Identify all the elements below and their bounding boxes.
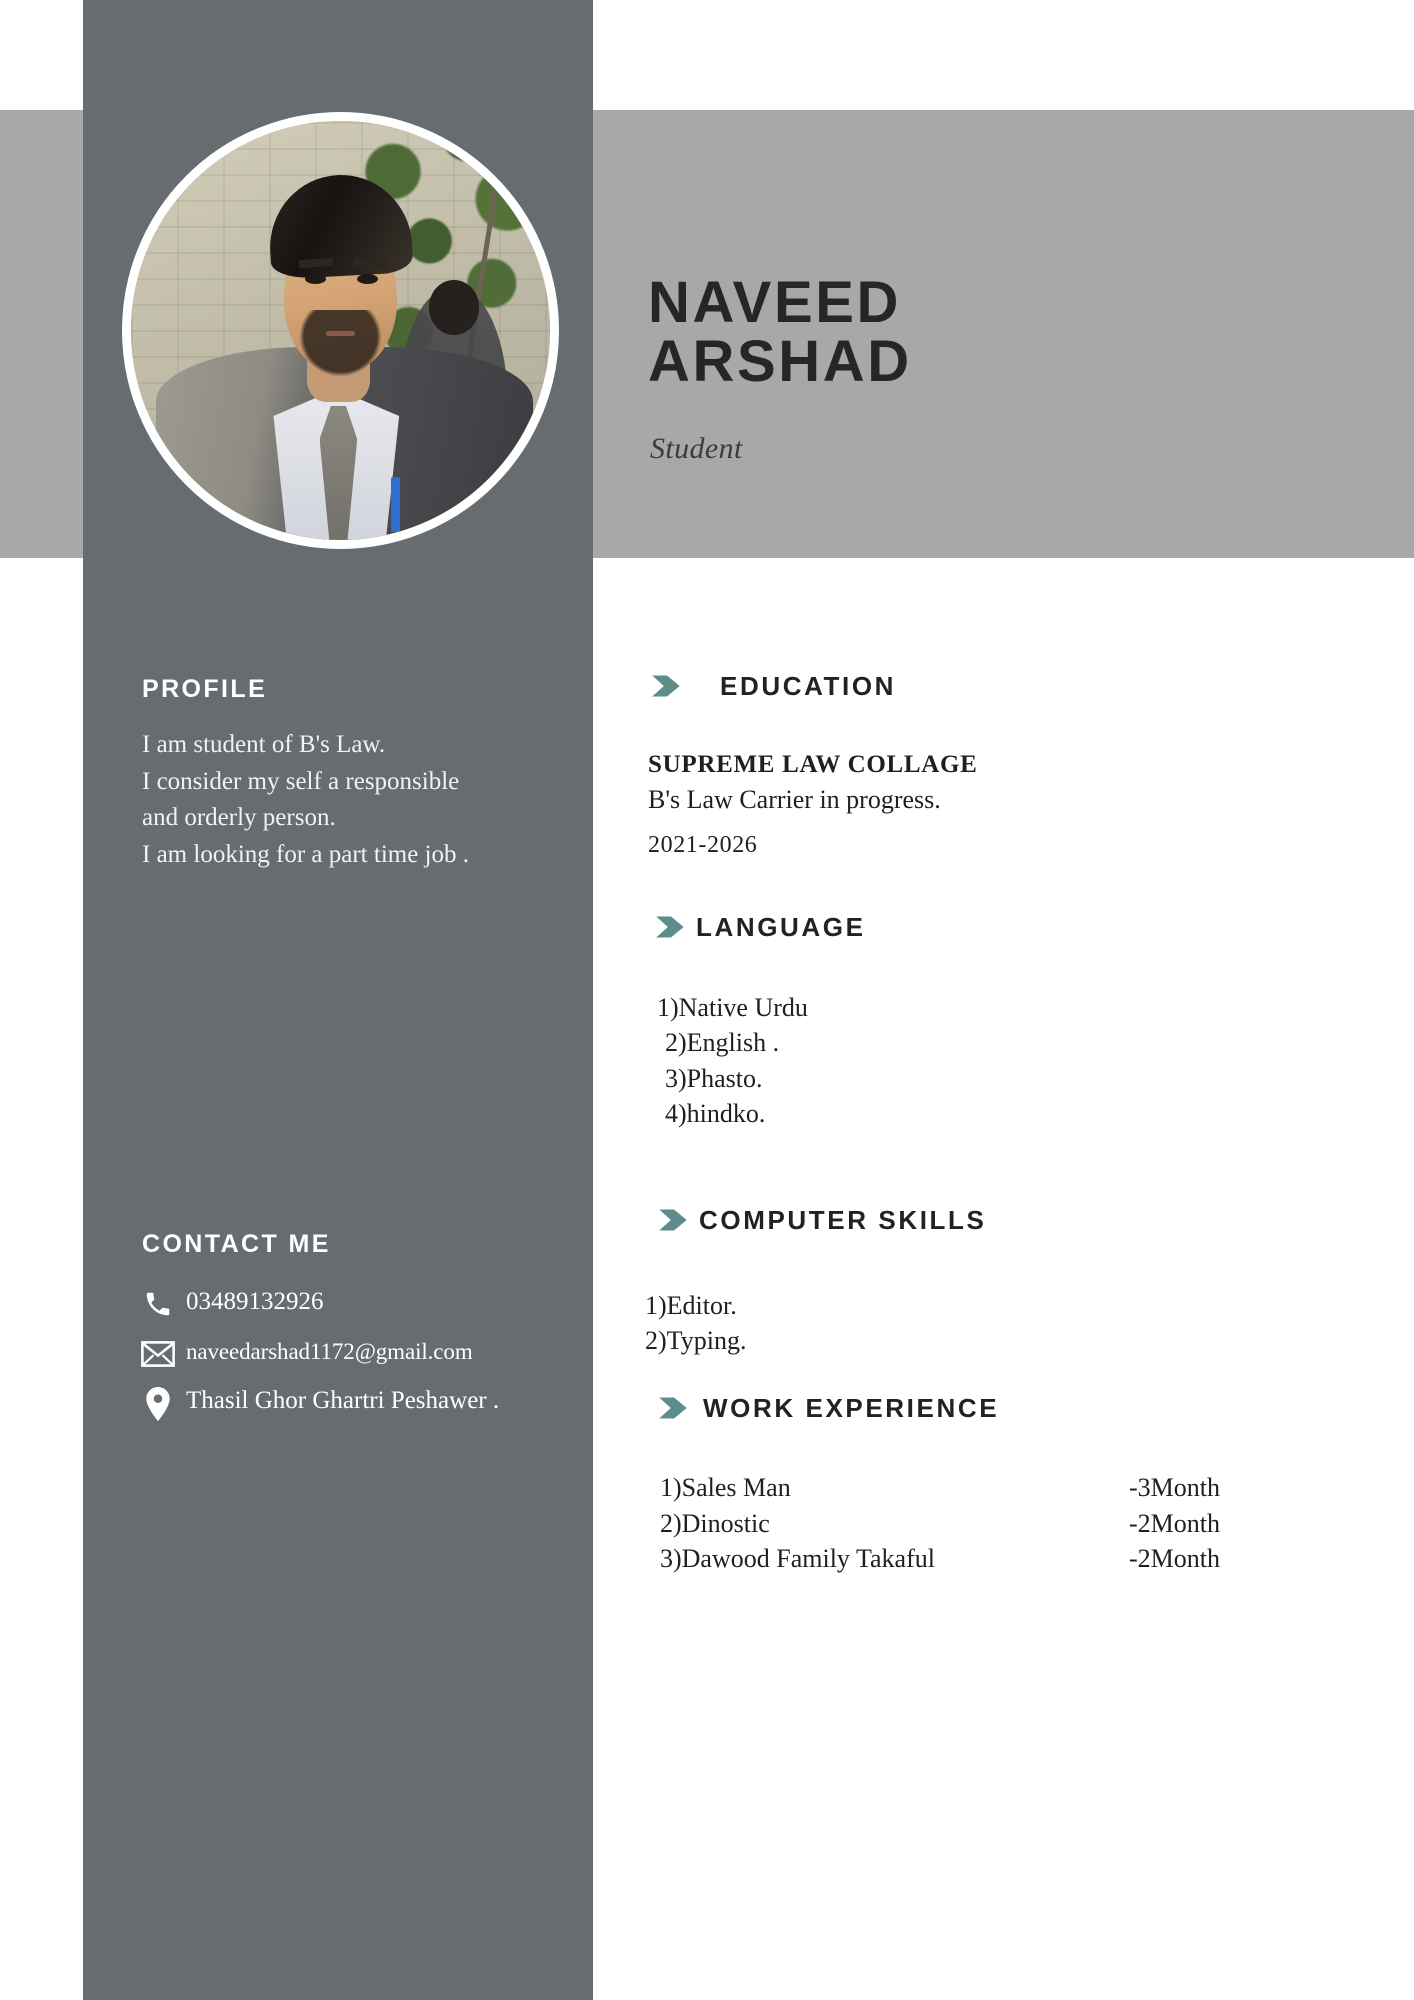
first-name: NAVEED: [648, 270, 902, 335]
list-item: 1)Editor.: [645, 1291, 737, 1320]
education-school: SUPREME LAW COLLAGE: [648, 751, 978, 778]
section-title-computer-skills: COMPUTER SKILLS: [699, 1204, 987, 1235]
education-entry: [648, 748, 1248, 863]
work-role: 2)Dinostic: [660, 1508, 770, 1538]
page-title: [648, 270, 1248, 395]
profile-line: I am looking for a part time job .: [142, 840, 470, 868]
profile-line: I consider my self a responsible and orderly person.: [142, 767, 460, 831]
contact-list: [138, 1285, 578, 1435]
work-duration: -2Month: [1129, 1544, 1220, 1574]
profile-line: I am student of B's Law.: [142, 731, 386, 758]
profile-photo: [131, 121, 550, 540]
last-name: ARSHAD: [648, 329, 912, 395]
contact-heading: CONTACT ME: [142, 1230, 331, 1258]
photo-eye-left: [305, 274, 326, 284]
education-degree: B's Law Carrier in progress.: [648, 784, 941, 814]
address-text: Thasil Ghor Ghartri Peshawer .: [186, 1387, 500, 1414]
list-item: 1)Native Urdu: [657, 993, 808, 1022]
photo-eye-right: [357, 274, 378, 284]
chevron-right-icon: [655, 1201, 693, 1239]
job-title: Student: [650, 432, 743, 465]
section-title-education: EDUCATION: [720, 670, 897, 701]
chevron-right-icon: [655, 1389, 693, 1427]
work-role: 1)Sales Man: [660, 1473, 791, 1502]
email-address: naveedarshad1172@gmail.com: [186, 1339, 473, 1364]
portrait-frame: [122, 112, 559, 549]
chevron-right-icon: [652, 908, 690, 946]
envelope-icon: [138, 1337, 178, 1371]
computer-skills-list: [645, 1288, 746, 1359]
contact-item-address[interactable]: [138, 1385, 578, 1421]
chevron-right-icon: [648, 667, 686, 705]
language-list: [657, 990, 808, 1131]
section-header-work-experience: [655, 1389, 999, 1427]
list-item: 2)Typing.: [645, 1326, 747, 1356]
section-title-work-experience: WORK EXPERIENCE: [703, 1392, 1000, 1423]
photo-pocket-pen: [391, 477, 400, 531]
work-item: [660, 1470, 1220, 1506]
avatar: [122, 112, 559, 549]
education-years: 2021-2026: [648, 831, 758, 858]
list-item: 2)English .: [665, 1028, 780, 1058]
photo-beard: [299, 310, 383, 377]
section-header-computer-skills: [655, 1201, 986, 1239]
photo-background-person-head: [429, 280, 479, 334]
contact-item-email[interactable]: [138, 1335, 578, 1371]
section-header-education: [648, 667, 896, 705]
work-item: [660, 1506, 1220, 1542]
list-item: 4)hindko.: [665, 1099, 766, 1129]
photo-mouth: [326, 331, 355, 337]
work-duration: -3Month: [1129, 1473, 1220, 1502]
work-duration: -2Month: [1129, 1508, 1220, 1538]
work-role: 3)Dawood Family Takaful: [660, 1544, 935, 1574]
location-pin-icon: [138, 1387, 178, 1421]
section-title-language: LANGUAGE: [696, 911, 866, 942]
profile-heading: PROFILE: [142, 675, 268, 703]
work-experience-list: [660, 1470, 1220, 1577]
phone-number: 03489132926: [186, 1288, 324, 1315]
list-item: 3)Phasto.: [665, 1063, 763, 1093]
profile-text: [142, 727, 497, 873]
work-item: [660, 1541, 1220, 1577]
section-header-language: [652, 908, 866, 946]
contact-item-phone[interactable]: [138, 1285, 578, 1321]
phone-icon: [138, 1287, 178, 1321]
